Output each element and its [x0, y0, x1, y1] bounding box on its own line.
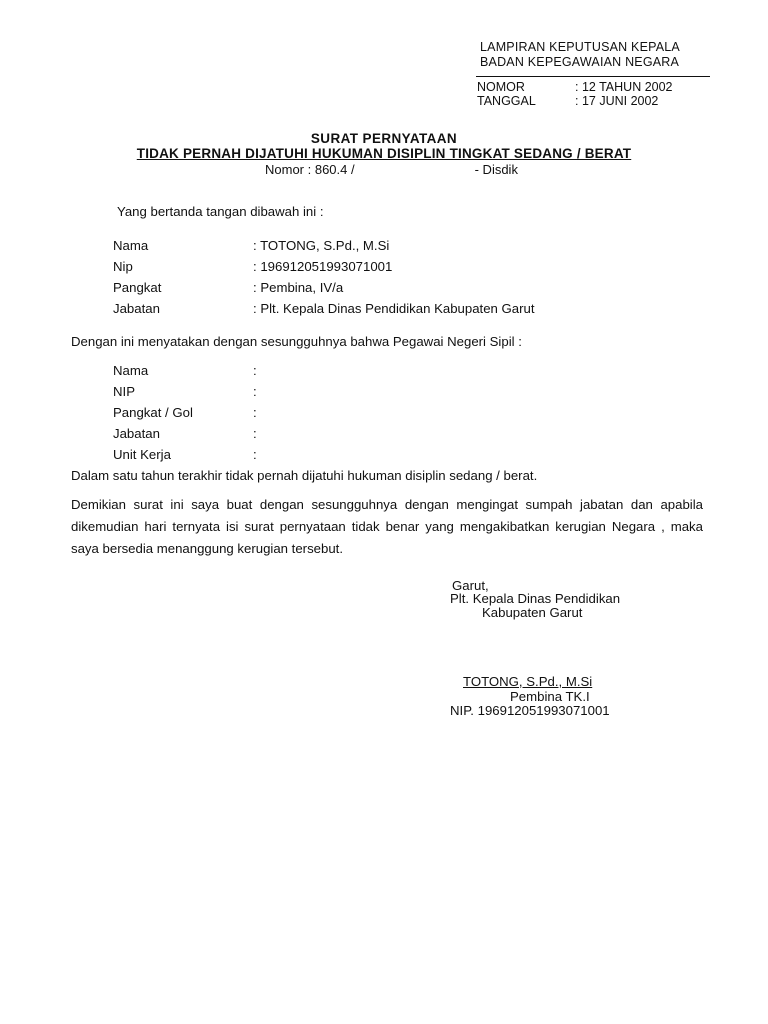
field-row — [113, 423, 257, 444]
document-subtitle: TIDAK PERNAH DIJATUHI HUKUMAN DISIPLIN TINGKAT SEDANG / BERAT — [136, 146, 632, 161]
signer-fields — [113, 235, 535, 319]
field-value: : TOTONG, S.Pd., M.Si — [253, 238, 390, 253]
field-label: Nama — [113, 238, 149, 253]
field-row — [113, 444, 257, 465]
field-label: Nip — [113, 259, 133, 274]
letter-number — [265, 162, 518, 177]
letter-number-prefix: Nomor : 860.4 / — [265, 162, 355, 177]
attachment-line-2: BADAN KEPEGAWAIAN NEGARA — [480, 55, 680, 69]
field-value: : — [253, 384, 257, 399]
letter-number-suffix: - Disdik — [474, 162, 518, 177]
signature-name: TOTONG, S.Pd., M.Si — [463, 674, 593, 689]
field-label: Pangkat / Gol — [113, 405, 193, 420]
field-row — [113, 256, 535, 277]
signature-nip: NIP. 196912051993071001 — [450, 703, 610, 718]
field-value: : — [253, 363, 257, 378]
nomor-label: NOMOR — [477, 80, 525, 94]
field-label: Pangkat — [113, 280, 162, 295]
document-title: SURAT PERNYATAAN — [310, 131, 458, 146]
discipline-statement: Dalam satu tahun terakhir tidak pernah dijatuhi hukuman disiplin sedang / berat. — [71, 468, 538, 483]
field-value: : 196912051993071001 — [253, 259, 393, 274]
closing-paragraph: Demikian surat ini saya buat dengan sesungguhnya dengan mengingat sumpah jabatan dan apabila dikemudian hari ternyata isi surat pernyataan tidak benar yang mengakibatkan kerugian Negara , maka saya bersedia menanggung kerugian tersebut. — [71, 497, 703, 556]
field-value: : — [253, 405, 257, 420]
field-value: : Plt. Kepala Dinas Pendidikan Kabupaten Garut — [253, 301, 535, 316]
field-label: Jabatan — [113, 426, 160, 441]
employee-fields — [113, 360, 257, 465]
signature-role: Plt. Kepala Dinas Pendidikan — [450, 591, 621, 606]
signature-rank: Pembina TK.I — [510, 689, 590, 704]
tanggal-label: TANGGAL — [477, 94, 536, 108]
field-row — [113, 277, 535, 298]
field-row — [113, 235, 535, 256]
field-label: NIP — [113, 384, 135, 399]
attachment-line-1: LAMPIRAN KEPUTUSAN KEPALA — [480, 40, 680, 54]
field-row — [113, 381, 257, 402]
field-value: : Pembina, IV/a — [253, 280, 344, 295]
attachment-header — [480, 40, 680, 70]
field-row — [113, 360, 257, 381]
declaration-text: Dengan ini menyatakan dengan sesungguhnya bahwa Pegawai Negeri Sipil : — [71, 334, 522, 349]
reference-block — [477, 80, 673, 108]
nomor-value: : 12 TAHUN 2002 — [575, 80, 673, 94]
field-label: Nama — [113, 363, 149, 378]
signature-office: Kabupaten Garut — [482, 605, 583, 620]
tanggal-value: : 17 JUNI 2002 — [575, 94, 659, 108]
field-value: : — [253, 426, 257, 441]
field-row — [113, 402, 257, 423]
header-divider — [476, 76, 710, 77]
field-label: Jabatan — [113, 301, 160, 316]
field-row — [113, 298, 535, 319]
signature-place: Garut, — [452, 578, 489, 593]
field-value: : — [253, 447, 257, 462]
field-label: Unit Kerja — [113, 447, 171, 462]
intro-text: Yang bertanda tangan dibawah ini : — [117, 204, 324, 219]
